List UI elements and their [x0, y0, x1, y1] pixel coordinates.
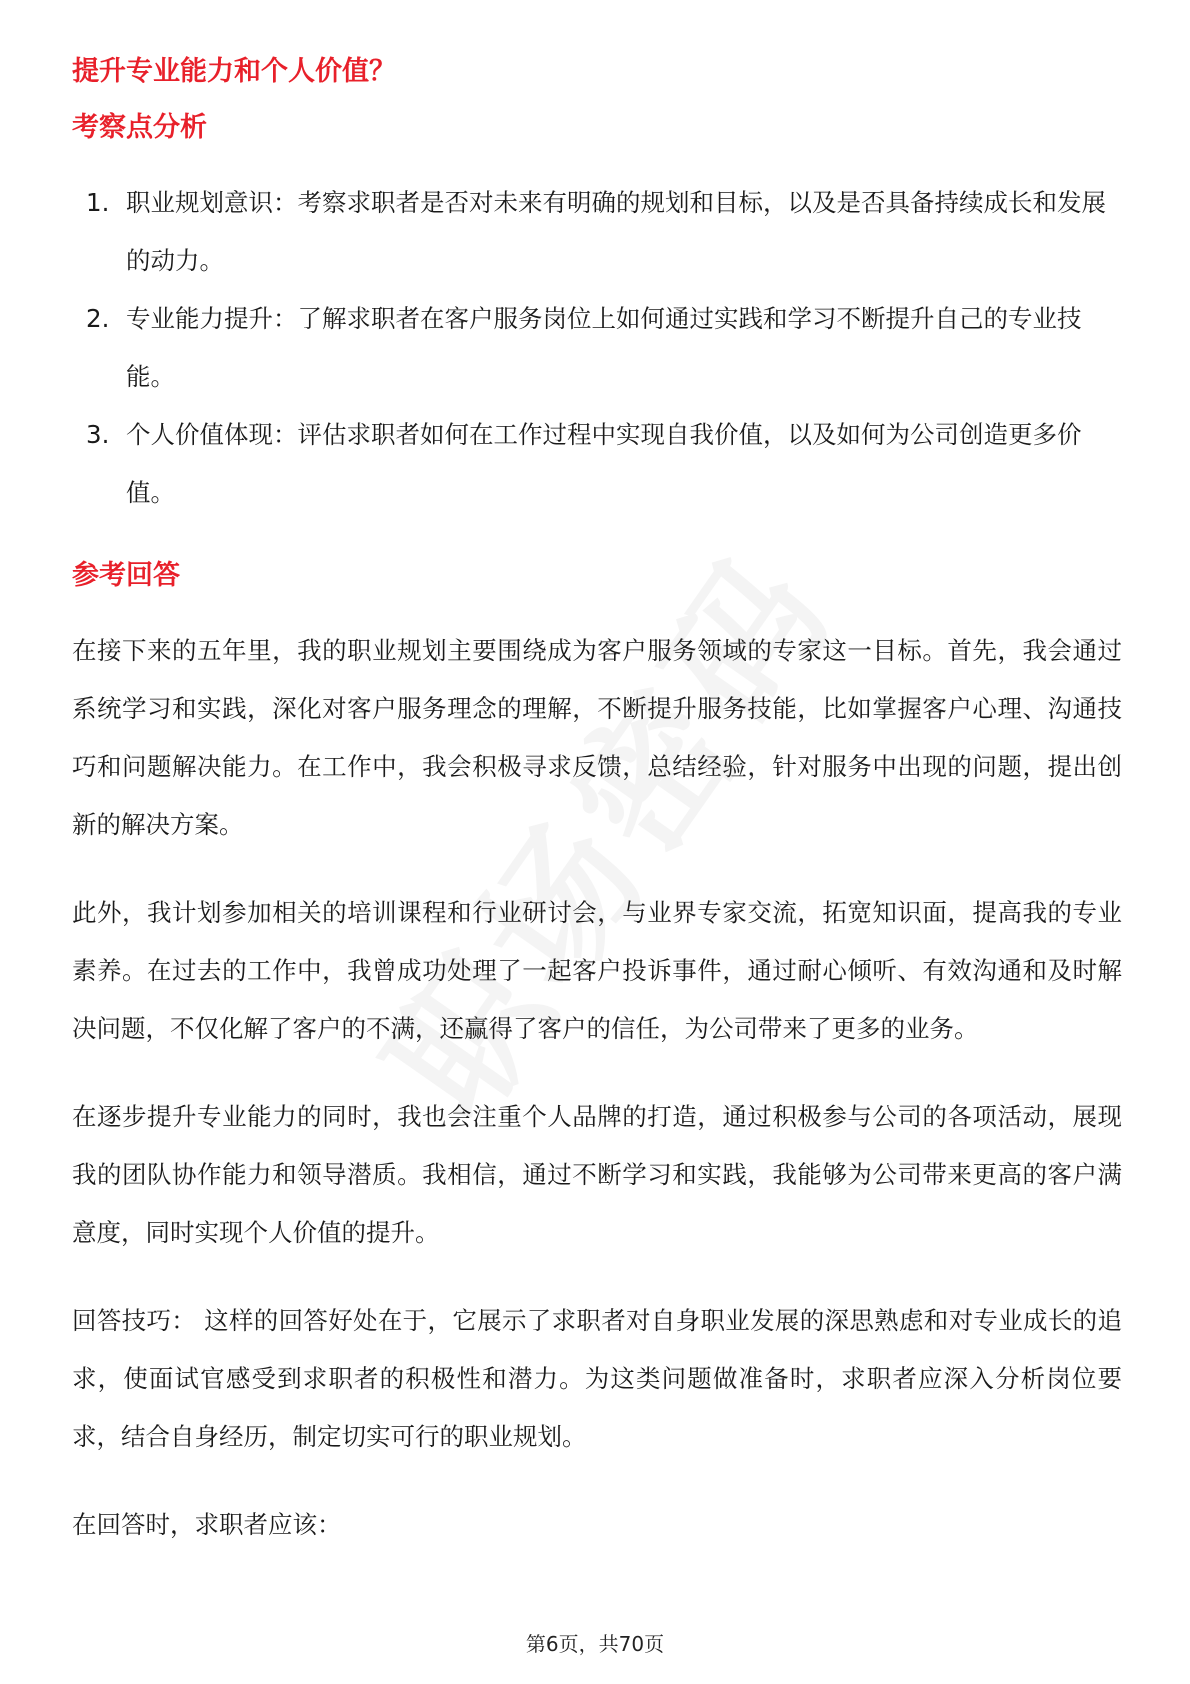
page-content	[72, 52, 1122, 1584]
page-number: 第6页，共70页	[525, 1632, 665, 1656]
analysis-list	[72, 174, 1122, 522]
analysis-item-text: 职业规划意识：考察求职者是否对未来有明确的规划和目标，以及是否具备持续成长和发展的动力。	[126, 188, 1106, 275]
analysis-item-number: 3.	[86, 420, 110, 449]
tips-paragraph: 回答技巧： 这样的回答好处在于，它展示了求职者对自身职业发展的深思熟虑和对专业成长的追求，使面试官感受到求职者的积极性和潜力。为这类问题做准备时，求职者应深入分析岗位要求，结合自身经历，制定切实可行的职业规划。	[72, 1306, 1122, 1451]
analysis-item	[72, 174, 1122, 290]
answer-paragraph: 此外，我计划参加相关的培训课程和行业研讨会，与业界专家交流，拓宽知识面，提高我的专业素养。在过去的工作中，我曾成功处理了一起客户投诉事件，通过耐心倾听、有效沟通和及时解决问题，不仅化解了客户的不满，还赢得了客户的信任，为公司带来了更多的业务。	[72, 898, 1122, 1043]
analysis-item-number: 1.	[86, 188, 110, 217]
analysis-item-number: 2.	[86, 304, 110, 333]
closing-paragraph: 在回答时，求职者应该：	[72, 1510, 342, 1539]
analysis-item	[72, 406, 1122, 522]
analysis-heading: 考察点分析	[72, 112, 207, 143]
answer-paragraph: 在逐步提升专业能力的同时，我也会注重个人品牌的打造，通过积极参与公司的各项活动，展现我的团队协作能力和领导潜质。我相信，通过不断学习和实践，我能够为公司带来更高的客户满意度，同时实现个人价值的提升。	[72, 1102, 1122, 1247]
answer-heading: 参考回答	[72, 560, 180, 591]
analysis-item-text: 个人价值体现：评估求职者如何在工作过程中实现自我价值，以及如何为公司创造更多价值。	[126, 420, 1082, 507]
analysis-item-text: 专业能力提升：了解求职者在客户服务岗位上如何通过实践和学习不断提升自己的专业技能。	[126, 304, 1082, 391]
analysis-item	[72, 290, 1122, 406]
answer-paragraph: 在接下来的五年里，我的职业规划主要围绕成为客户服务领域的专家这一目标。首先，我会通过系统学习和实践，深化对客户服务理念的理解，不断提升服务技能，比如掌握客户心理、沟通技巧和问题解决能力。在工作中，我会积极寻求反馈，总结经验，针对服务中出现的问题，提出创新的解决方案。	[72, 636, 1122, 839]
question-title: 提升专业能力和个人价值？	[72, 56, 396, 87]
